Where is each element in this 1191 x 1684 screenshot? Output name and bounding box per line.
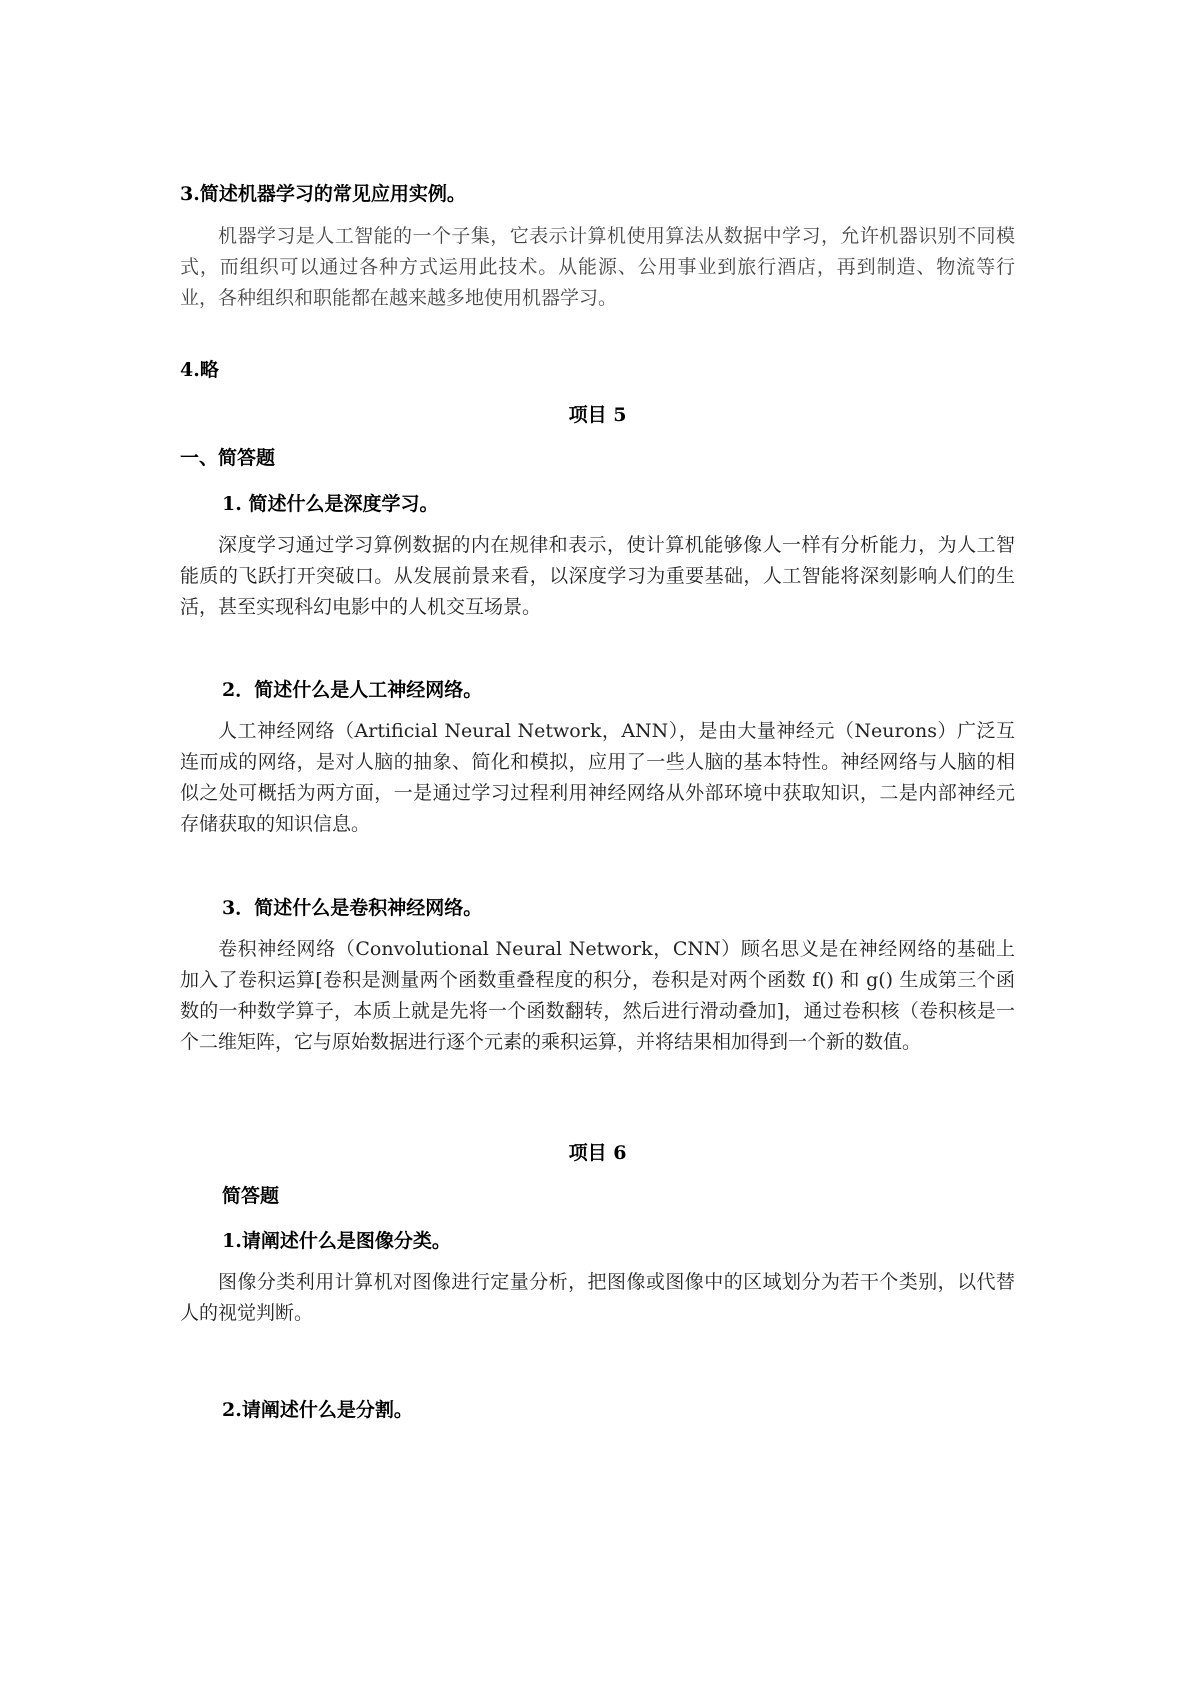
p5-q1-heading: 1. 简述什么是深度学习。 bbox=[222, 493, 439, 515]
p5-q2-heading: 2．简述什么是人工神经网络。 bbox=[222, 679, 483, 701]
s2-heading: 4.略 bbox=[180, 359, 219, 381]
project-6-section: 简答题 bbox=[222, 1185, 280, 1207]
p5-q3-paragraph: 卷积神经网络（Convolutional Neural Network，CNN）顾名思义是在神经网络的基础上加入了卷积运算[卷积是测量两个函数重叠程度的积分，卷积是对两个函数 f() 和 g() 生成第三个函数的一种数学算子，本质上就是先将一个函数翻转，然后进行滑动叠加]，通过卷积核（卷积核是一个二维矩阵，它与原始数据进行逐个元素的乘积运算，并将结果相加得到一个新的数值。 bbox=[180, 938, 1015, 1053]
project-5-section: 一、简答题 bbox=[180, 447, 276, 469]
project-5-title: 项目 5 bbox=[568, 404, 627, 426]
p5-q2-paragraph: 人工神经网络（Artificial Neural Network，ANN），是由大量神经元（Neurons）广泛互连而成的网络，是对人脑的抽象、简化和模拟，应用了一些人脑的基本特性。神经网络与人脑的相似之处可概括为两方面，一是通过学习过程利用神经网络从外部环境中获取知识，二是内部神经元存储获取的知识信息。 bbox=[180, 720, 1015, 835]
project-6-title: 项目 6 bbox=[568, 1142, 627, 1164]
p6-q1-heading: 1.请阐述什么是图像分类。 bbox=[222, 1230, 451, 1252]
p5-q3-heading: 3．简述什么是卷积神经网络。 bbox=[222, 897, 483, 919]
p6-q2-heading: 2.请阐述什么是分割。 bbox=[222, 1399, 413, 1421]
p6-q1-paragraph: 图像分类利用计算机对图像进行定量分析，把图像或图像中的区域划分为若干个类别，以代替人的视觉判断。 bbox=[180, 1271, 1015, 1324]
s1-paragraph: 机器学习是人工智能的一个子集，它表示计算机使用算法从数据中学习，允许机器识别不同模式，而组织可以通过各种方式运用此技术。从能源、公用事业到旅行酒店，再到制造、物流等行业，各种组织和职能都在越来越多地使用机器学习。 bbox=[180, 225, 1015, 309]
s1-heading: 3.简述机器学习的常见应用实例。 bbox=[180, 183, 466, 205]
p5-q1-paragraph: 深度学习通过学习算例数据的内在规律和表示，使计算机能够像人一样有分析能力，为人工智能质的飞跃打开突破口。从发展前景来看，以深度学习为重要基础，人工智能将深刻影响人们的生活，甚至实现科幻电影中的人机交互场景。 bbox=[180, 534, 1015, 618]
